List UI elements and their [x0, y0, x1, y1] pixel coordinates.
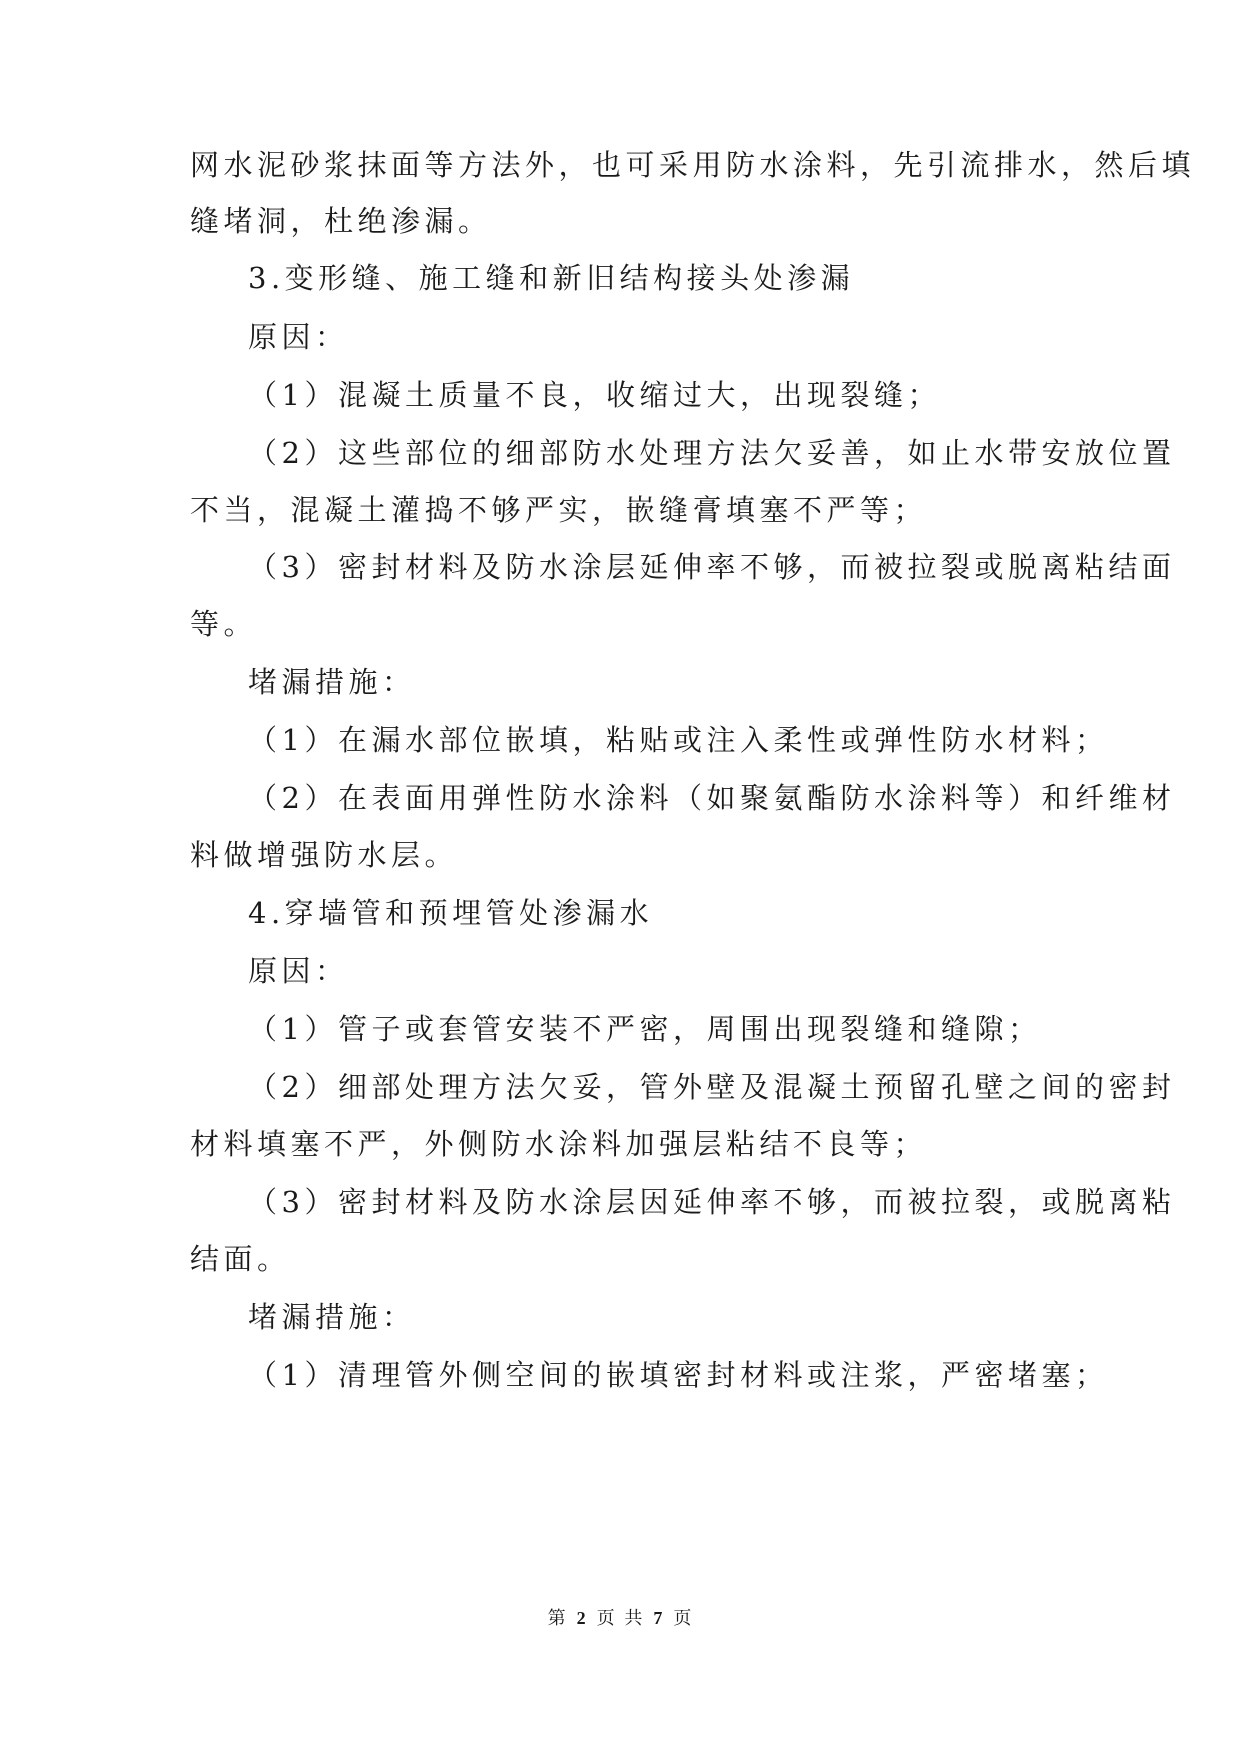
list-item: （3）密封材料及防水涂层因延伸率不够，而被拉裂，或脱离粘 [248, 1185, 1176, 1219]
subheading-causes: 原因： [248, 954, 349, 988]
list-item: （1）清理管外侧空间的嵌填密封材料或注浆，严密堵塞； [248, 1358, 1109, 1392]
paragraph-line: 网水泥砂浆抹面等方法外，也可采用防水涂料，先引流排水，然后填 [190, 148, 1196, 182]
paragraph-line: 结面。 [190, 1242, 291, 1276]
list-item: （2）细部处理方法欠妥，管外壁及混凝土预留孔壁之间的密封 [248, 1070, 1176, 1104]
list-item: （1）管子或套管安装不严密，周围出现裂缝和缝隙； [248, 1012, 1042, 1046]
page-footer [0, 1604, 1241, 1630]
list-item: （2）在表面用弹性防水涂料（如聚氨酯防水涂料等）和纤维材 [248, 781, 1176, 815]
list-item: （3）密封材料及防水涂层延伸率不够，而被拉裂或脱离粘结面 [248, 550, 1176, 584]
list-item: （1）混凝土质量不良，收缩过大，出现裂缝； [248, 378, 941, 412]
footer-suffix: 页 [673, 1608, 694, 1629]
document-page [190, 0, 1196, 1754]
section-heading: 4.穿墙管和预埋管处渗漏水 [248, 896, 654, 930]
list-item: （1）在漏水部位嵌填，粘贴或注入柔性或弹性防水材料； [248, 723, 1109, 757]
subheading-causes: 原因： [248, 320, 349, 354]
paragraph-line: 不当，混凝土灌捣不够严实，嵌缝膏填塞不严等； [190, 493, 928, 527]
paragraph-line: 材料填塞不严，外侧防水涂料加强层粘结不良等； [190, 1127, 928, 1161]
footer-middle: 页 共 [596, 1608, 645, 1629]
footer-prefix: 第 [547, 1608, 568, 1629]
paragraph-line: 料做增强防水层。 [190, 838, 459, 872]
current-page-number: 2 [576, 1608, 588, 1628]
total-pages-number: 7 [653, 1608, 665, 1628]
section-heading: 3.变形缝、施工缝和新旧结构接头处渗漏 [248, 261, 855, 295]
paragraph-line: 等。 [190, 607, 258, 641]
paragraph-line: 缝堵洞，杜绝渗漏。 [190, 204, 492, 238]
subheading-measures: 堵漏措施： [248, 1300, 416, 1334]
subheading-measures: 堵漏措施： [248, 665, 416, 699]
list-item: （2）这些部位的细部防水处理方法欠妥善，如止水带安放位置 [248, 436, 1176, 470]
